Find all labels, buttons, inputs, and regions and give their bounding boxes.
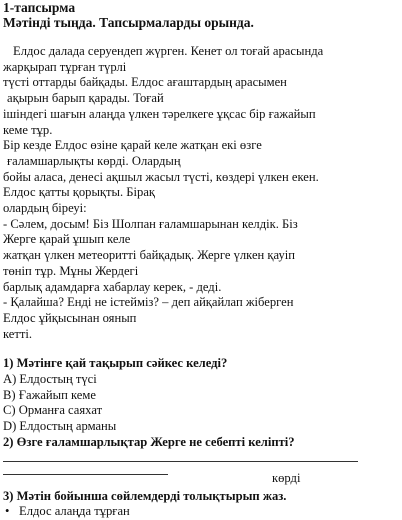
story-line: - Сәлем, досым! Біз Шолпан ғаламшарынан келдік. Біз (3, 216, 298, 231)
story-line: кеме тұр. (3, 122, 53, 137)
answer-line (3, 461, 358, 462)
list-item (3, 504, 394, 520)
option-b: B) Ғажайып кеме (3, 387, 96, 402)
option-c: C) Орманға саяхат (3, 403, 103, 418)
story-line: Бір кезде Елдос өзіне қарай келе жатқан екі өзге (3, 138, 262, 153)
option-a: A) Елдостың түсі (3, 372, 97, 387)
story-line: жатқан үлкен метеоритті байқадық. Жерге үлкен қауіп (3, 248, 296, 263)
story-line: ішіндегі шағын алаңда үлкен тәрелкеге ұқсас бір ғажайып (3, 106, 316, 121)
story-line: жарқырап тұрған түрлі (3, 59, 127, 74)
story-line: кетті. (3, 326, 33, 341)
story-line: Жерге қарай ұшып келе (3, 232, 131, 247)
story-line: ақырын барып қарады. Тоғай (7, 91, 164, 106)
story-line: ғаламшарлықты көрді. Олардың (7, 153, 181, 168)
story-line: Елдос ұйқысынан оянып (3, 310, 137, 325)
story-line: төніп тұр. Мұны Жердегі (3, 263, 139, 278)
story-text (3, 44, 394, 342)
questions-section (3, 356, 394, 520)
story-line: барлық адамдарға хабарлау керек, - деді. (3, 279, 222, 294)
story-line: - Қалайша? Енді не істейміз? – деп айқайлап жіберген (3, 295, 294, 310)
task-heading: 1-тапсырма (3, 0, 76, 15)
story-line: бойы аласа, денесі ақшыл жасыл түсті, көздері үлкен екен. (3, 169, 319, 184)
story-line: Елдос қатты қорықты. Бірақ (3, 185, 156, 200)
bullet-text: Елдос алаңда тұрған (19, 504, 130, 519)
question-1: 1) Мәтінге қай тақырып сәйкес келеді? (3, 356, 228, 371)
bullet-icon: • (5, 504, 10, 519)
fill-in-word: көрді (272, 471, 301, 485)
story-line: Елдос далада серуендеп жүрген. Кенет ол тоғай арасында (13, 44, 324, 58)
question-3: 3) Мәтін бойынша сөйлемдерді толықтырып жаз. (3, 488, 287, 503)
task-instruction: Мәтінді тыңда. Тапсырмаларды орында. (3, 15, 254, 30)
answer-line (3, 474, 168, 475)
story-line: түсті оттарды байқады. Елдос ағаштардың арасымен (3, 75, 287, 90)
option-d: D) Елдостың арманы (3, 419, 117, 434)
story-line: олардың біреуі: (3, 201, 87, 216)
question-2: 2) Өзге ғаламшарлықтар Жерге не себепті келіпті? (3, 434, 295, 449)
